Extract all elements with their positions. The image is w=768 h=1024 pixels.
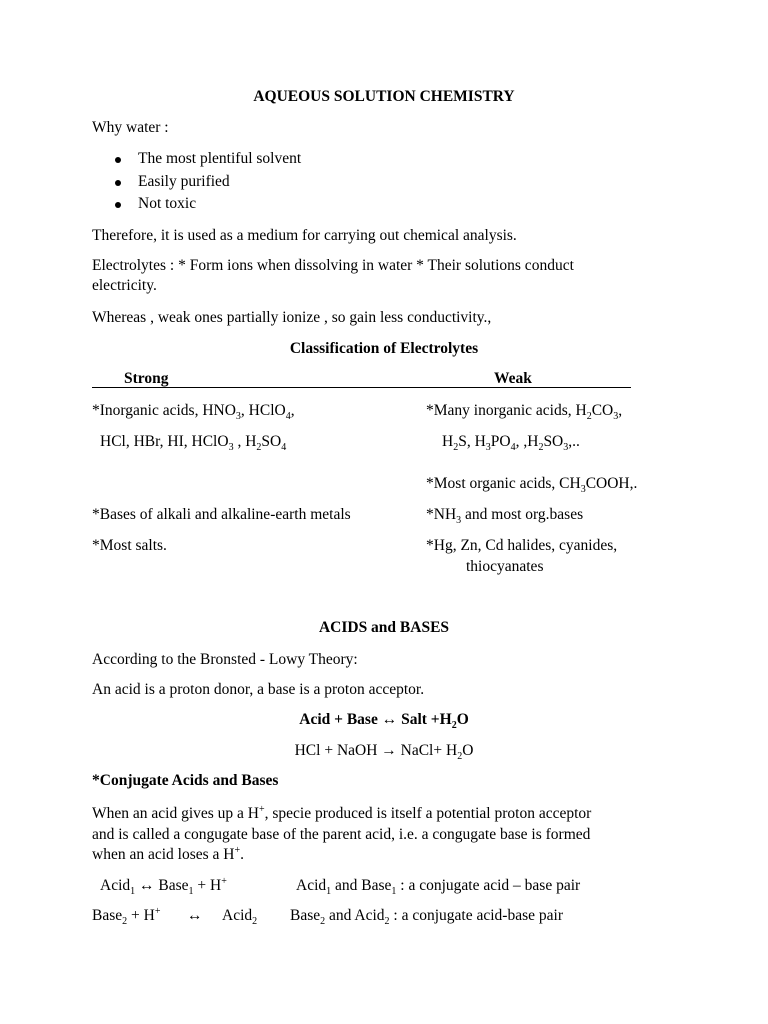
conjugate-pair-1: Acid$_1$ and Base$_1$ : a conjugate acid – base pair (296, 877, 581, 898)
bullet-item: The most plentiful solvent (138, 150, 302, 167)
weak-row-3: *Most organic acids, $CH_3COOH$,. (426, 475, 638, 496)
conjugate-paragraph-line-2: and is called a congugate base of the parent acid, i.e. a congugate base is formed (92, 826, 591, 843)
definition-text: An acid is a proton donor, a base is a proton acceptor. (92, 681, 425, 698)
whereas-text: Whereas , weak ones partially ionize , so gain less conductivity., (92, 309, 492, 326)
conjugate-arrow-2: ↔ (187, 907, 203, 924)
classification-header-underline (92, 387, 631, 388)
weak-row-2: $H_2S$, $H_3PO_4$, $,H_2SO_3$,.. (442, 433, 580, 454)
classification-heading: Classification of Electrolytes (289, 340, 479, 357)
conjugate-paragraph-line-3: when an acid loses a H+. (92, 844, 244, 863)
bullet-item: Not toxic (138, 195, 197, 212)
strong-row-4: *Most salts. (92, 537, 167, 554)
conjugate-heading: *Conjugate Acids and Bases (92, 772, 279, 789)
conjugate-pair-2: Base$_2$ and Acid$_2$ : a conjugate acid-base pair (290, 907, 563, 928)
equation-hcl-naoh: HCl + NaOH → NaCl+ $H_2O$ (294, 742, 474, 763)
conjugate-acid-2: Acid$_2$ (222, 907, 258, 928)
weak-row-1: *Many inorganic acids, $H_2CO_3$, (426, 402, 623, 423)
strong-row-1: *Inorganic acids, $HNO_3$, HClO$_4$, (92, 402, 295, 423)
strong-row-3: *Bases of alkali and alkaline-earth metals (92, 506, 351, 523)
strong-row-2: HCl, HBr, HI, HClO$_3$ , $H_2SO_4$ (100, 433, 287, 454)
bullet-icon (115, 180, 121, 186)
conjugate-paragraph-line-1: When an acid gives up a H+, specie produced is itself a potential proton acceptor (92, 803, 592, 822)
bullet-item: Easily purified (138, 173, 230, 190)
weak-header: Weak (494, 370, 532, 387)
strong-header: Strong (124, 370, 169, 387)
equation-acid-base: Acid + Base ↔ Salt $+H_2O$ (299, 711, 469, 732)
electrolytes-line-1: Electrolytes : * Form ions when dissolving in water * Their solutions conduct (92, 257, 574, 274)
weak-row-5: *Hg, Zn, Cd halides, cyanides, (426, 537, 618, 554)
electrolytes-line-2: electricity. (92, 277, 157, 294)
bullet-icon (115, 202, 121, 208)
why-water-heading: Why water : (92, 119, 169, 136)
conjugate-equation-1: Acid$_1$ ↔ Base$_1$ + H+ (100, 875, 227, 898)
therefore-text: Therefore, it is used as a medium for carrying out chemical analysis. (92, 227, 517, 244)
conjugate-equation-2: Base$_2$ + H+ (92, 905, 161, 928)
bronsted-text: According to the Bronsted - Lowy Theory: (92, 651, 358, 668)
bullet-icon (115, 157, 121, 163)
weak-row-6: thiocyanates (466, 558, 544, 575)
weak-row-4: $*NH_3$ and most org.bases (426, 506, 584, 527)
acids-bases-heading: ACIDS and BASES (318, 619, 450, 636)
page-title: AQUEOUS SOLUTION CHEMISTRY (253, 88, 515, 105)
